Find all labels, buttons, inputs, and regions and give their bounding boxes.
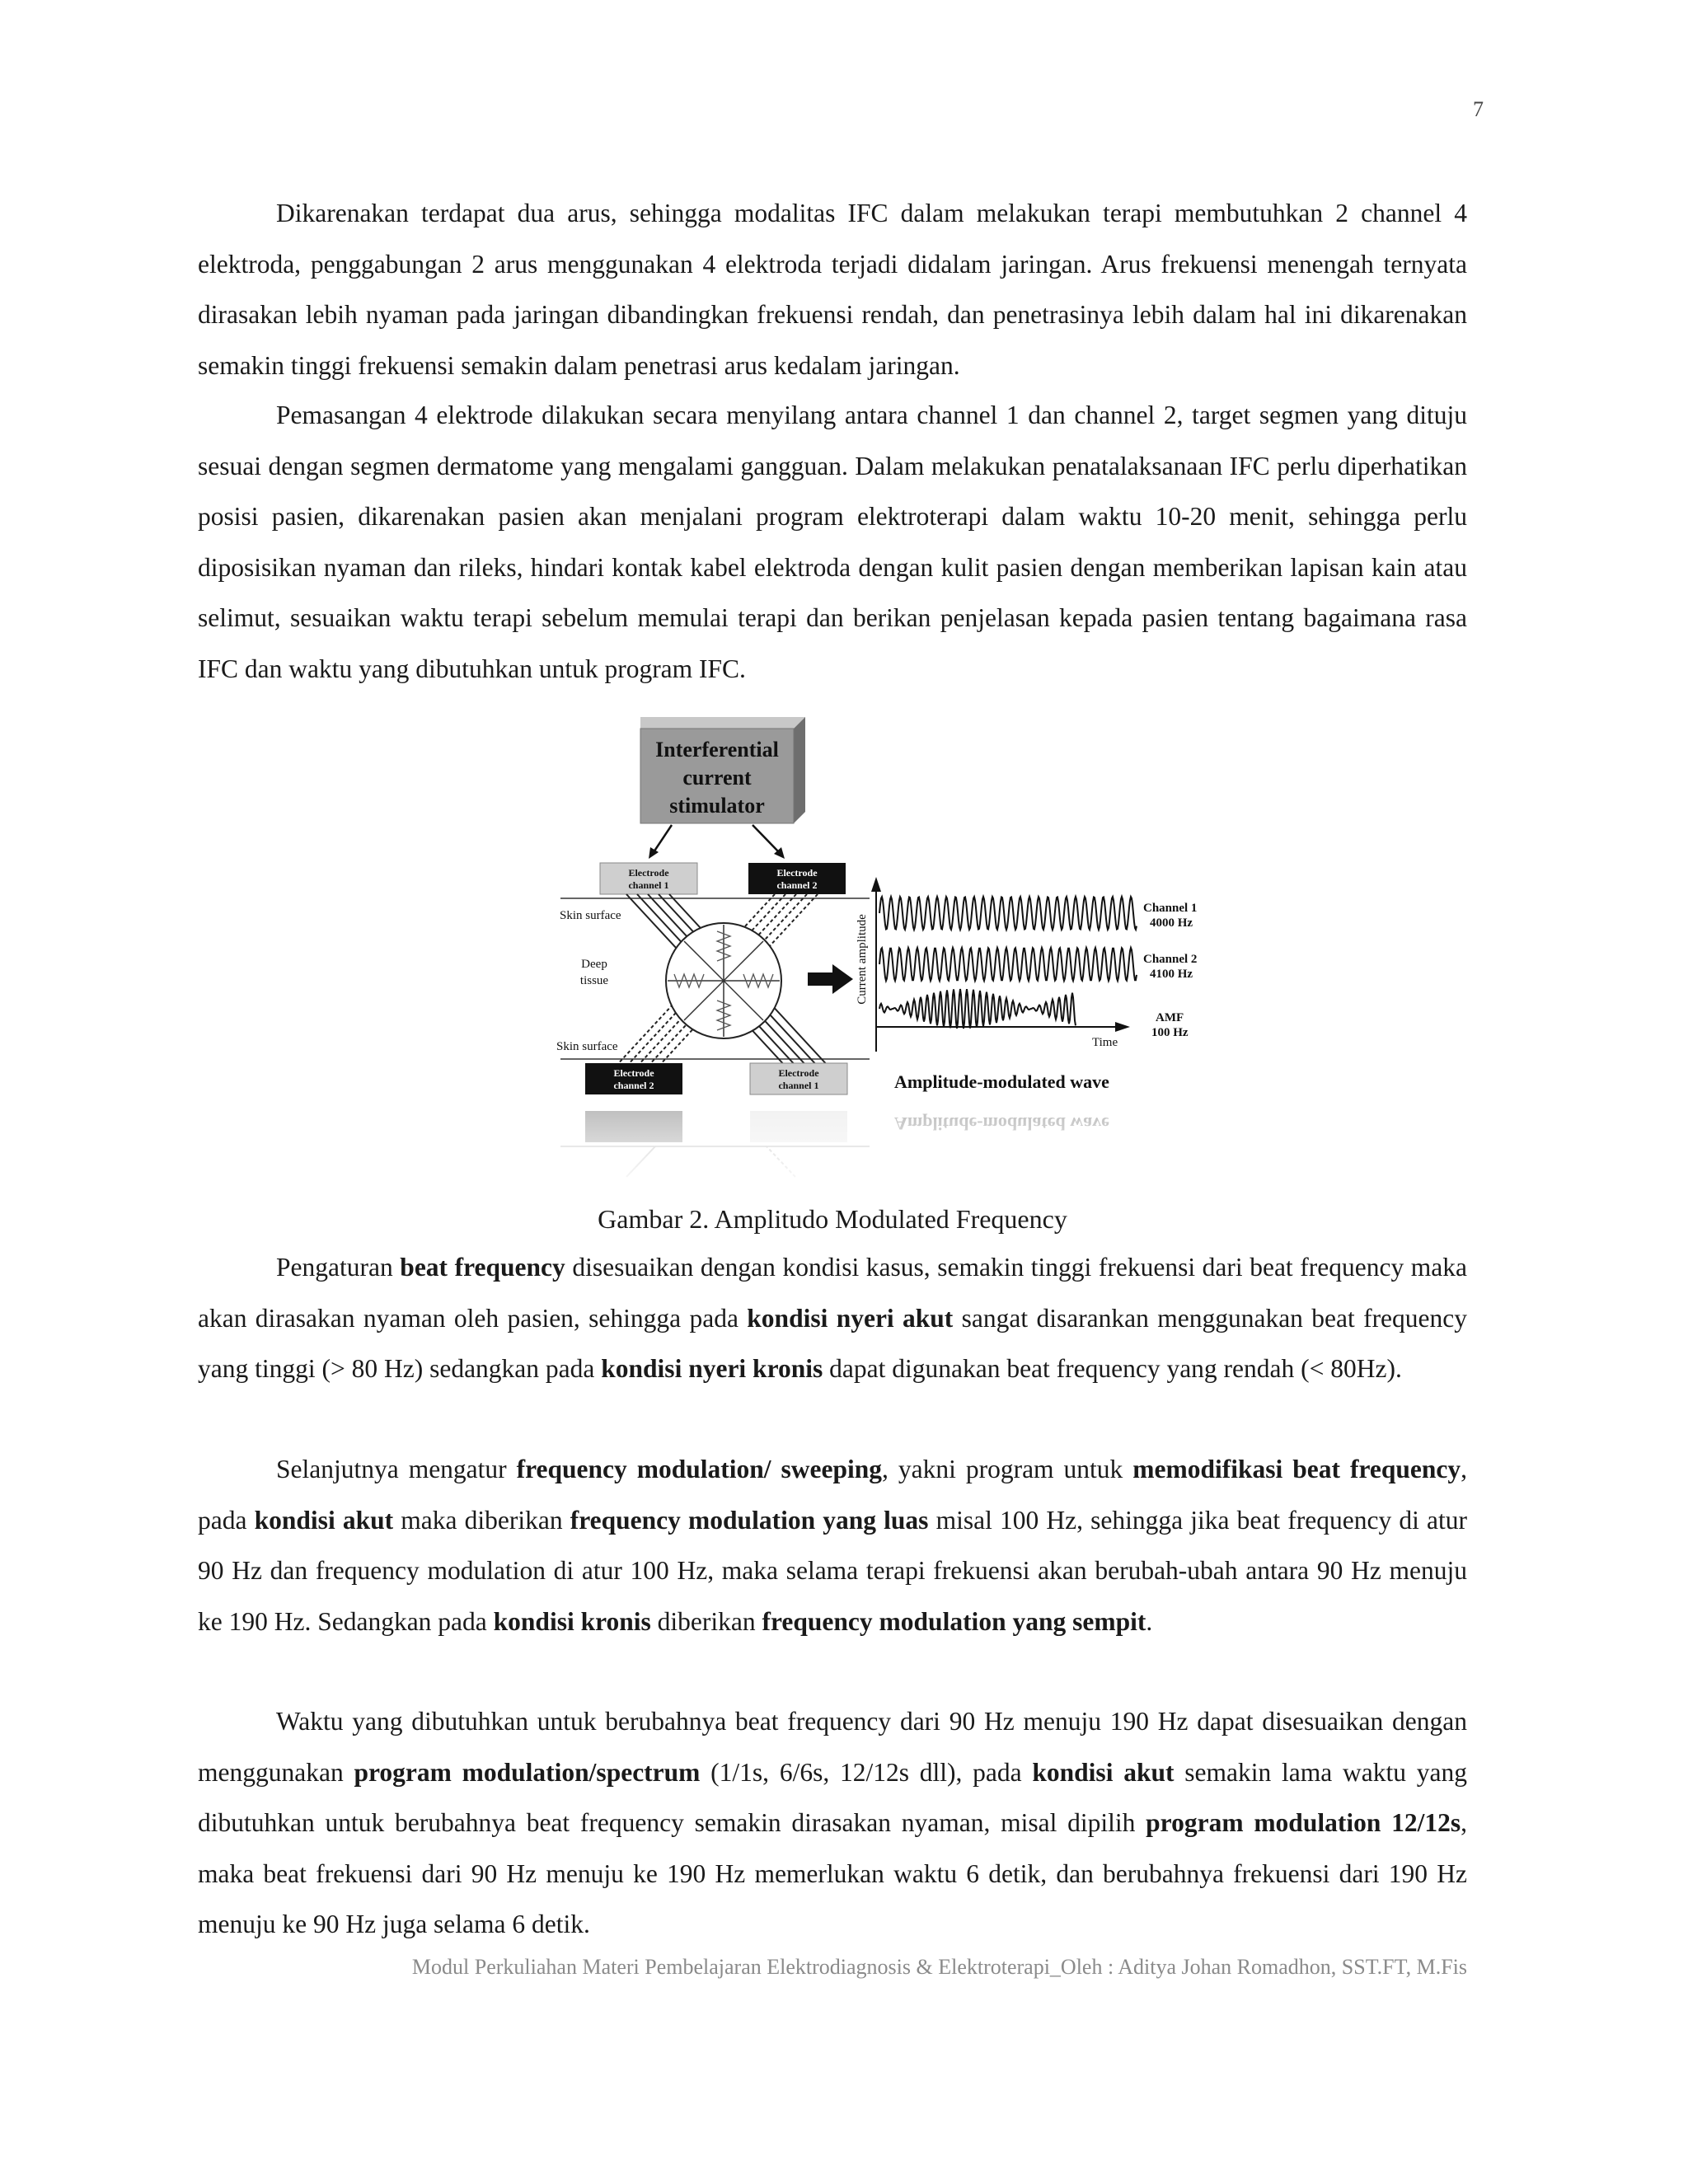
text-run: , maka beat frekuensi dari 90 Hz menuju ke 190 Hz memerlukan waktu 6 detik, dan berubahnya frekuensi dari 190 Hz menuju ke 90 Hz juga selama 6 detik. xyxy=(198,1808,1467,1938)
skin-surface-label-top: Skin surface xyxy=(560,909,621,922)
channel2-waveform xyxy=(879,948,1137,981)
interference-zone xyxy=(666,923,781,1038)
deep-tissue-label-1: Deep xyxy=(581,958,607,971)
bold-term: memodifikasi beat frequency xyxy=(1132,1455,1461,1483)
amf-name: AMF xyxy=(1156,1011,1184,1024)
wave-title: Amplitude-modulated wave xyxy=(894,1071,1109,1092)
text-run: dapat digunakan beat frequency yang rendah (< 80Hz). xyxy=(823,1354,1402,1383)
paragraph-electrode-placement: Pemasangan 4 elektrode dilakukan secara menyilang antara channel 1 dan channel 2, target segmen yang dituju sesuai dengan segmen dermatome yang mengalami gangguan. Dalam melakukan penatalaksanaan IFC perlu diperhatikan posisi pasien, dikarenakan pasien akan menjalani program elektroterapi dalam waktu 10-20 menit, sehingga perlu diposisikan nyaman dan rileks, hindari kontak kabel elektroda dengan kulit pasien dengan memberikan lapisan kain atau selimut, sesuaikan waktu terapi sebelum memulai terapi dan berikan penjelasan kepada pasien tentang bagaimana rasa IFC dan waktu yang dibutuhkan untuk program IFC. xyxy=(198,401,1467,683)
bold-term: kondisi nyeri kronis xyxy=(601,1354,823,1383)
text-run: semakin lama waktu yang dibutuhkan untuk berubahnya beat frequency semakin dirasakan nyaman, misal dipilih xyxy=(198,1757,1467,1837)
bold-term: kondisi akut xyxy=(254,1505,394,1535)
skin-surface-label-bottom: Skin surface xyxy=(556,1040,618,1053)
text-run: diberikan xyxy=(650,1606,762,1636)
text-run: Waktu yang dibutuhkan untuk berubahnya beat frequency dari 90 Hz menuju 190 Hz dapat disesuaikan dengan menggunakan xyxy=(198,1707,1467,1787)
electrode-bottom-channel2 xyxy=(585,1063,682,1094)
stimulator-label-3: stimulator xyxy=(669,794,765,818)
text-run: Pengaturan xyxy=(276,1253,401,1282)
channel2-name: Channel 2 xyxy=(1143,953,1198,966)
channel1-freq: 4000 Hz xyxy=(1150,916,1193,930)
svg-text:channel 2: channel 2 xyxy=(776,879,818,891)
bold-term: frequency modulation/ sweeping xyxy=(516,1455,883,1483)
ifc-figure xyxy=(548,715,1199,1193)
svg-text:Electrode: Electrode xyxy=(778,1067,819,1079)
channel1-name: Channel 1 xyxy=(1143,902,1198,915)
text-run: . xyxy=(1146,1606,1153,1636)
paragraph-program-modulation xyxy=(198,1696,1467,1950)
svg-text:channel 1: channel 1 xyxy=(778,1080,819,1091)
text-run: disesuaikan dengan kondisi kasus, semakin tinggi frekuensi dari beat frequency maka akan dirasakan nyaman oleh pasien, sehingga pada xyxy=(198,1253,1467,1333)
svg-text:channel 2: channel 2 xyxy=(613,1080,654,1091)
y-axis-label: Current amplitude xyxy=(856,914,869,1005)
text-run: maka diberikan xyxy=(393,1505,570,1535)
figure-caption: Gambar 2. Amplitudo Modulated Frequency xyxy=(598,1204,1067,1234)
text-run: misal 100 Hz, sehingga jika beat frequency di atur 90 Hz dan frequency modulation di atur 100 Hz, maka selama terapi frekuensi akan berubah-ubah antara 90 Hz menuju ke 190 Hz. Sedangkan pada xyxy=(198,1505,1467,1636)
electrode-top-channel1 xyxy=(600,863,697,894)
bold-term: beat frequency xyxy=(400,1253,565,1282)
arrow-to-channel2 xyxy=(753,825,779,852)
electrode-top-channel2 xyxy=(748,863,846,894)
amf-freq: 100 Hz xyxy=(1151,1026,1189,1039)
text-run: (1/1s, 6/6s, 12/12s dll), pada xyxy=(700,1757,1033,1787)
bold-term: kondisi akut xyxy=(1032,1757,1175,1787)
text-run: Selanjutnya mengatur xyxy=(276,1455,517,1483)
amf-waveform xyxy=(879,989,1076,1029)
channel1-waveform xyxy=(879,897,1137,930)
paragraph-frequency-modulation xyxy=(198,1444,1467,1647)
text-run: sangat disarankan menggunakan beat frequency yang tinggi (> 80 Hz) sedangkan pada xyxy=(198,1303,1467,1383)
ifc-diagram xyxy=(548,715,1199,1193)
bold-term: frequency modulation yang luas xyxy=(570,1505,929,1535)
page-number: 7 xyxy=(1473,97,1484,121)
paragraph-beat-frequency xyxy=(198,1242,1467,1394)
arrow-to-channel1 xyxy=(654,825,672,852)
stimulator-label-2: current xyxy=(682,766,752,790)
bold-term: program modulation/spectrum xyxy=(354,1757,701,1787)
page-footer: Modul Perkuliahan Materi Pembelajaran Elektrodiagnosis & Elektroterapi_Oleh : Aditya Johan Romadhon, SST.FT, M.Fis xyxy=(411,1955,1467,1979)
stimulator-label-1: Interferential xyxy=(655,738,779,762)
x-axis-label: Time xyxy=(1092,1036,1118,1049)
paragraph-ifc-electrodes: Dikarenakan terdapat dua arus, sehingga modalitas IFC dalam melakukan terapi membutuhkan 2 channel 4 elektroda, penggabungan 2 arus menggunakan 4 elektroda terjadi didalam jaringan. Arus frekuensi menengah ternyata dirasakan lebih nyaman pada jaringan dibandingkan frekuensi rendah, dan penetrasinya lebih dalam hal ini dikarenakan semakin tinggi frekuensi semakin dalam penetrasi arus kedalam jaringan. xyxy=(198,199,1467,380)
result-arrow xyxy=(808,964,853,994)
text-run: , pada xyxy=(198,1455,1467,1535)
svg-text:Electrode: Electrode xyxy=(613,1067,654,1079)
bold-term: frequency modulation yang sempit xyxy=(762,1606,1146,1636)
deep-tissue-label-2: tissue xyxy=(579,974,609,987)
svg-text:Electrode: Electrode xyxy=(776,867,818,879)
bold-term: program modulation 12/12s xyxy=(1146,1808,1461,1837)
text-run: , yakni program untuk xyxy=(882,1455,1133,1483)
channel2-freq: 4100 Hz xyxy=(1150,968,1193,981)
svg-text:channel 1: channel 1 xyxy=(628,879,669,891)
bold-term: kondisi kronis xyxy=(493,1606,651,1636)
svg-text:Electrode: Electrode xyxy=(628,867,669,879)
bold-term: kondisi nyeri akut xyxy=(747,1303,954,1333)
electrode-bottom-channel1 xyxy=(750,1063,847,1094)
stimulator-box xyxy=(640,717,805,823)
